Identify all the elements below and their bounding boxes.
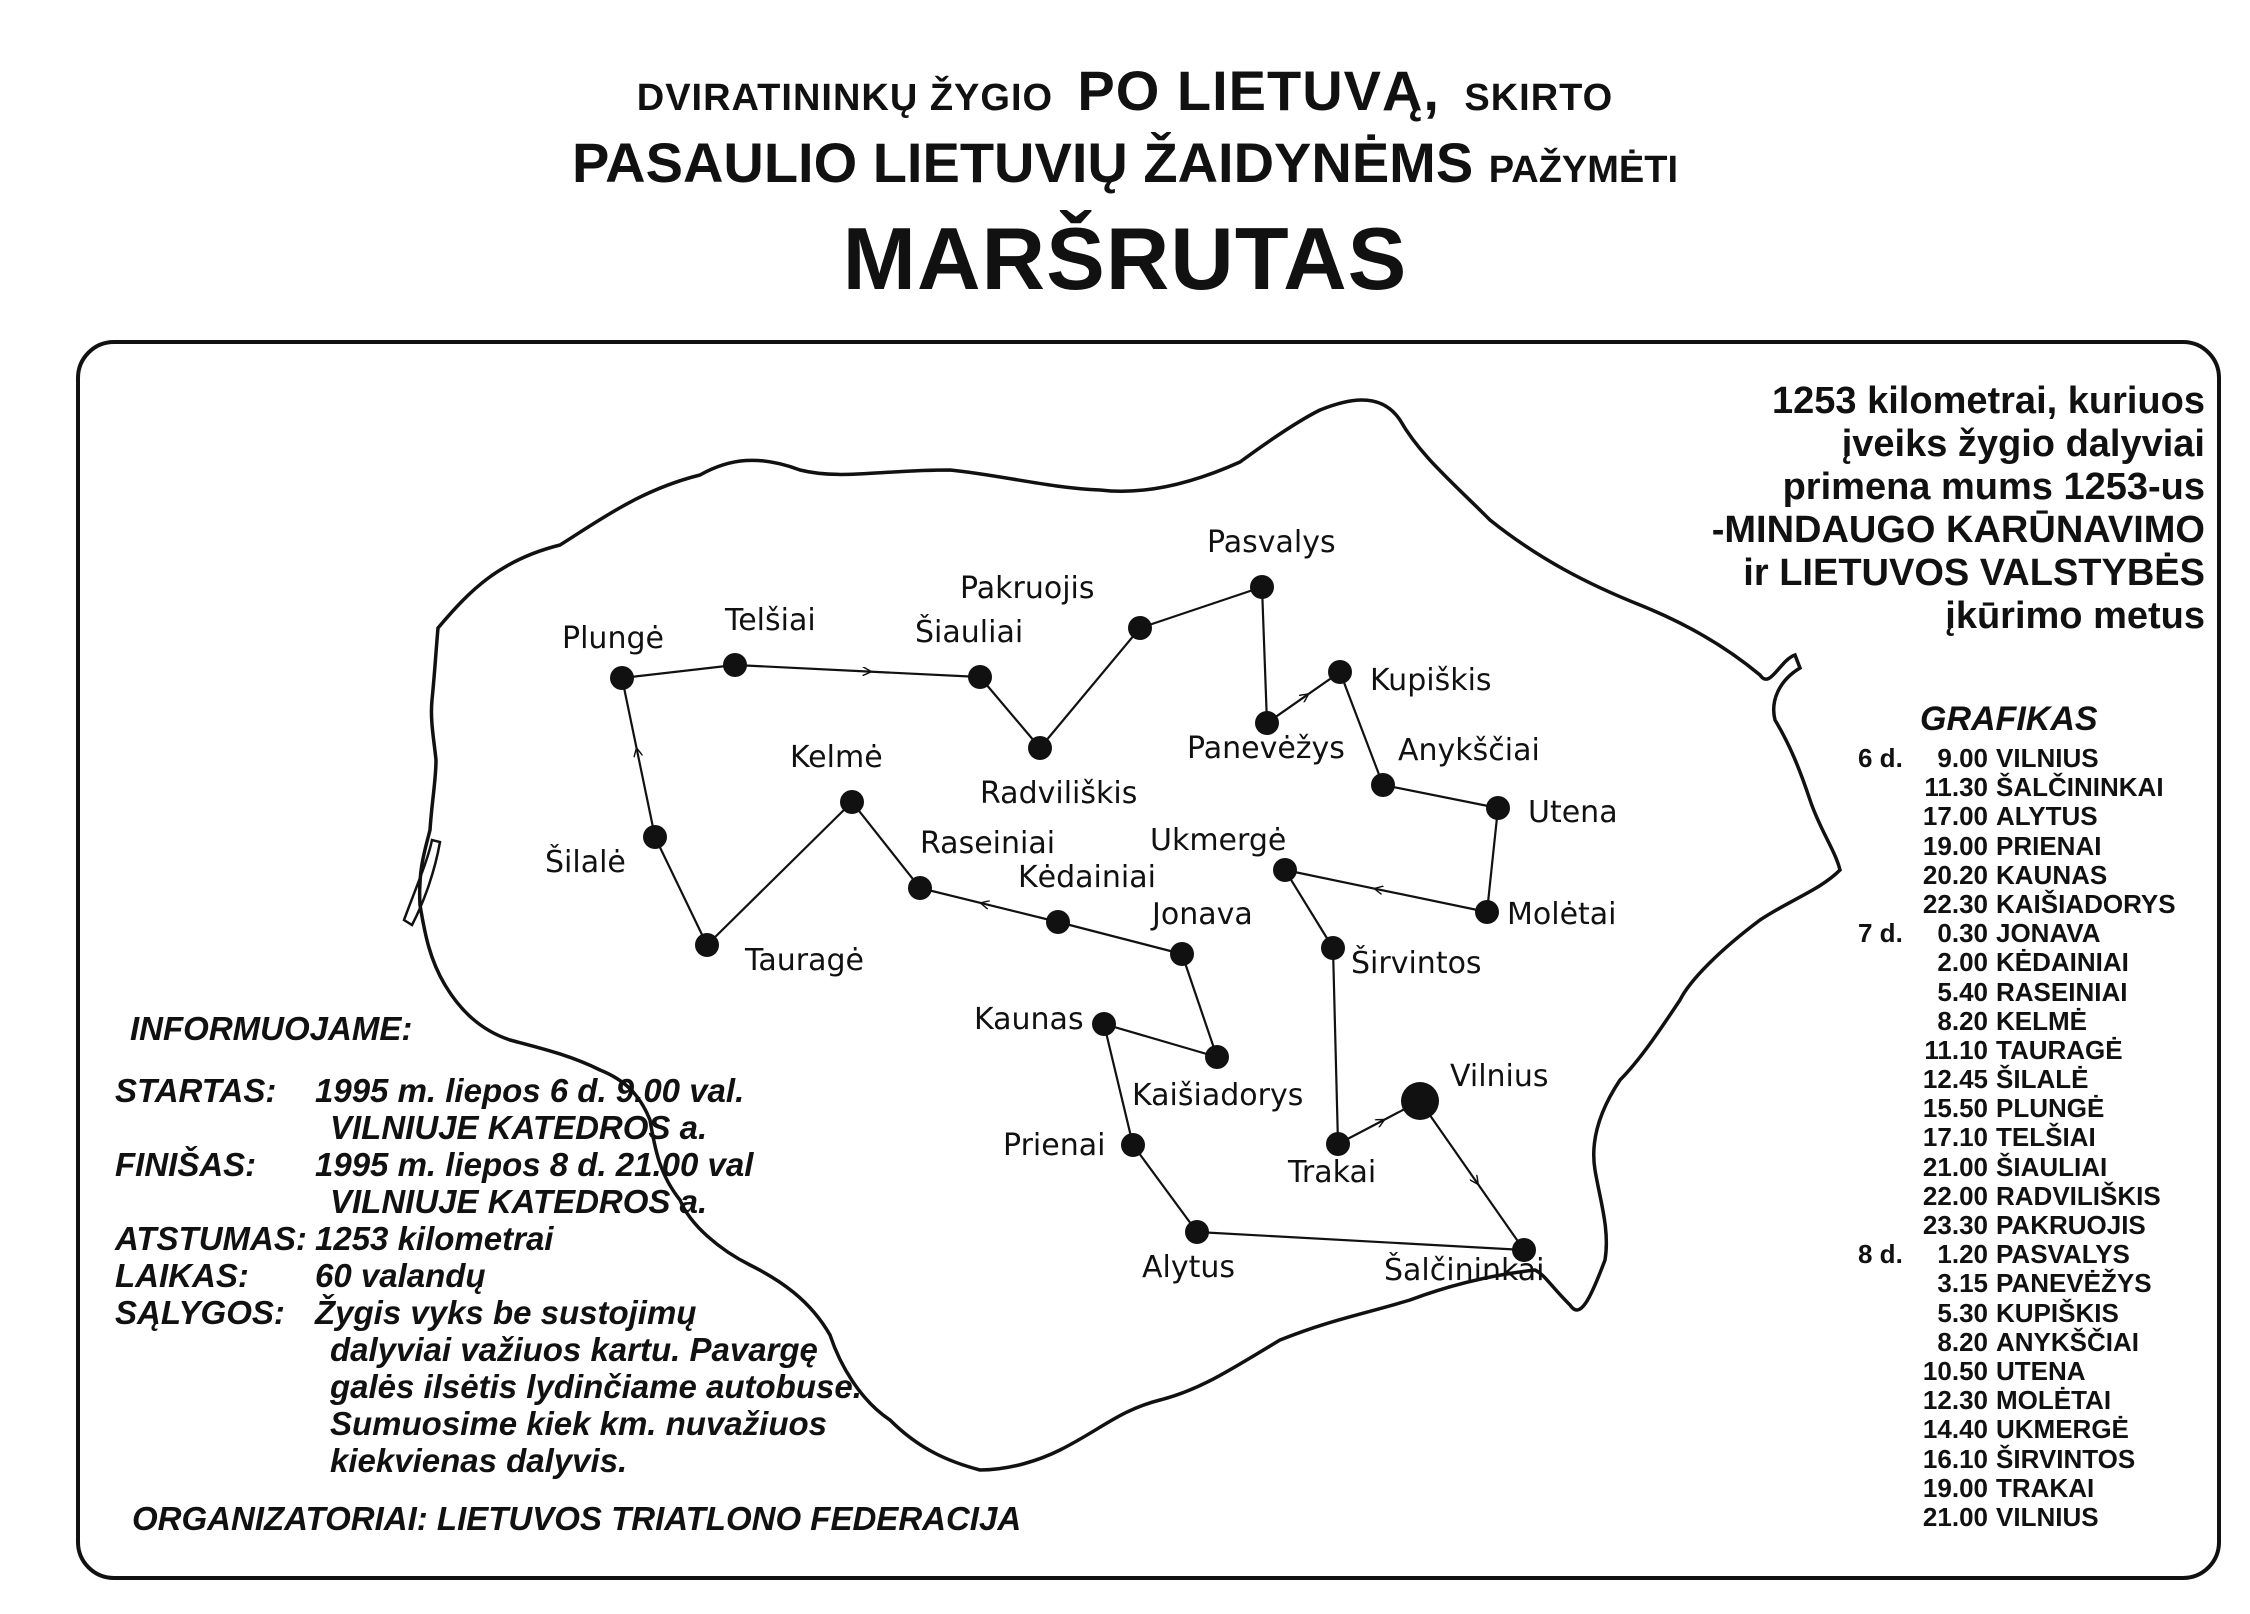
city-label: Ukmergė bbox=[1150, 823, 1287, 858]
city-label: Kaišiadorys bbox=[1132, 1078, 1304, 1113]
info-value: 1995 m. liepos 8 d. 21.00 val bbox=[315, 1146, 754, 1183]
schedule-title: GRAFIKAS bbox=[1920, 700, 2098, 738]
schedule-time: 19.00 bbox=[1922, 1472, 1988, 1503]
schedule-row bbox=[1860, 1444, 2200, 1473]
schedule-time: 0.30 bbox=[1937, 918, 1988, 949]
city-label: Radviliškis bbox=[980, 776, 1138, 811]
schedule-place: UKMERGĖ bbox=[1996, 1414, 2129, 1445]
schedule-row bbox=[1860, 1064, 2200, 1093]
schedule-time: 2.00 bbox=[1937, 947, 1988, 978]
header-line-2b: PAŽYMĖTI bbox=[1488, 149, 1679, 191]
schedule-time: 22.30 bbox=[1922, 888, 1988, 919]
schedule-place: PANEVĖŽYS bbox=[1996, 1268, 2152, 1299]
info-label: SĄLYGOS: bbox=[115, 1294, 285, 1331]
schedule-place: TRAKAI bbox=[1996, 1472, 2095, 1503]
route-segment bbox=[622, 665, 735, 678]
schedule-place: KAUNAS bbox=[1996, 859, 2108, 890]
route-segment bbox=[1477, 1183, 1524, 1250]
city-marker bbox=[723, 653, 747, 677]
schedule-place: UTENA bbox=[1996, 1355, 2086, 1386]
city-marker bbox=[1046, 910, 1070, 934]
schedule-place: ŠILALĖ bbox=[1996, 1064, 2089, 1095]
schedule-day: 8 d. bbox=[1858, 1239, 1903, 1270]
schedule-row bbox=[1860, 1327, 2200, 1356]
city-label: Molėtai bbox=[1507, 897, 1617, 932]
route-segment bbox=[637, 750, 655, 837]
city-label: Širvintos bbox=[1351, 946, 1482, 981]
city-label: Prienai bbox=[1003, 1128, 1106, 1163]
schedule-time: 11.10 bbox=[1924, 1034, 1988, 1065]
city-marker bbox=[1273, 858, 1297, 882]
city-label: Kupiškis bbox=[1370, 663, 1492, 698]
schedule-place: ALYTUS bbox=[1996, 801, 2098, 832]
city-label: Raseiniai bbox=[920, 826, 1056, 861]
info-label: ATSTUMAS: bbox=[115, 1220, 307, 1257]
schedule-place: RASEINIAI bbox=[1996, 976, 2128, 1007]
header-line-2a: PASAULIO LIETUVIŲ ŽAIDYNĖMS bbox=[571, 131, 1474, 194]
schedule-row bbox=[1860, 1122, 2200, 1151]
schedule-time: 9.00 bbox=[1937, 743, 1988, 773]
route-segment bbox=[1133, 1145, 1197, 1232]
route-segment bbox=[1182, 954, 1217, 1057]
header-line-1a: DVIRATININKŲ ŽYGIO bbox=[636, 77, 1054, 119]
route-segment bbox=[655, 837, 707, 945]
info-row bbox=[115, 1220, 995, 1257]
info-label: STARTAS: bbox=[115, 1072, 277, 1109]
route-segment bbox=[1104, 1024, 1133, 1145]
info-heading: INFORMUOJAME: bbox=[130, 1010, 413, 1047]
info-row bbox=[115, 1442, 995, 1479]
note-line: 1253 kilometrai, kuriuos bbox=[1772, 380, 2205, 422]
city-marker bbox=[643, 825, 667, 849]
info-value: kiekvienas dalyvis. bbox=[330, 1442, 628, 1479]
city-marker bbox=[1170, 942, 1194, 966]
schedule-row bbox=[1860, 947, 2200, 976]
note-line: -MINDAUGO KARŪNAVIMO bbox=[1711, 509, 2205, 551]
route-segment bbox=[1040, 628, 1140, 748]
schedule-day: 6 d. bbox=[1858, 743, 1903, 773]
city-label: Vilnius bbox=[1450, 1059, 1549, 1094]
schedule-place: ŠALČININKAI bbox=[1996, 772, 2164, 803]
info-value: 1253 kilometrai bbox=[315, 1220, 554, 1257]
route-segment bbox=[870, 672, 980, 677]
info-row bbox=[115, 1109, 995, 1146]
info-block bbox=[115, 1010, 995, 1479]
schedule-time: 21.00 bbox=[1922, 1501, 1988, 1532]
schedule-row bbox=[1860, 1181, 2200, 1210]
schedule-place: TAURAGĖ bbox=[1996, 1034, 2123, 1065]
route-segment bbox=[1333, 948, 1338, 1144]
schedule-time: 17.10 bbox=[1922, 1122, 1988, 1153]
city-marker bbox=[968, 665, 992, 689]
header-line-1c: SKIRTO bbox=[1464, 77, 1614, 119]
city-label: Trakai bbox=[1288, 1155, 1377, 1190]
route-segment bbox=[852, 802, 920, 888]
schedule-time: 23.30 bbox=[1922, 1210, 1988, 1240]
city-label: Kėdainiai bbox=[1018, 860, 1156, 895]
city-label: Šiauliai bbox=[915, 615, 1024, 650]
city-marker bbox=[1185, 1220, 1209, 1244]
city-label: Pasvalys bbox=[1207, 525, 1336, 560]
schedule-time: 21.00 bbox=[1922, 1151, 1988, 1182]
schedule-place: VILNIUS bbox=[1996, 743, 2099, 773]
info-label: LAIKAS: bbox=[115, 1257, 249, 1294]
schedule-place: KAIŠIADORYS bbox=[1996, 888, 2176, 919]
schedule-place: ŠIRVINTOS bbox=[1996, 1443, 2136, 1474]
schedule-row bbox=[1860, 1035, 2200, 1064]
city-marker bbox=[695, 933, 719, 957]
route-segment bbox=[1285, 870, 1376, 889]
schedule-place: TELŠIAI bbox=[1996, 1122, 2096, 1153]
schedule-row bbox=[1860, 1356, 2200, 1385]
schedule-day: 7 d. bbox=[1858, 918, 1903, 949]
schedule-row bbox=[1860, 918, 2200, 947]
schedule-place: PLUNGĖ bbox=[1996, 1093, 2105, 1124]
info-value: Žygis vyks be sustojimų bbox=[315, 1294, 697, 1331]
city-label: Šilalė bbox=[545, 845, 626, 880]
schedule-time: 12.45 bbox=[1922, 1064, 1988, 1095]
city-label: Kelmė bbox=[790, 740, 883, 775]
schedule-row bbox=[1860, 1298, 2200, 1327]
city-marker bbox=[1092, 1012, 1116, 1036]
info-value: dalyviai važiuos kartu. Pavargę bbox=[330, 1331, 818, 1368]
city-label: Kaunas bbox=[974, 1002, 1084, 1037]
schedule-time: 15.50 bbox=[1922, 1093, 1988, 1124]
schedule-time: 1.20 bbox=[1937, 1239, 1988, 1270]
info-value: 1995 m. liepos 6 d. 9.00 val. bbox=[315, 1072, 745, 1109]
schedule-row bbox=[1860, 801, 2200, 830]
route-segment bbox=[735, 665, 870, 672]
city-label: Šalčininkai bbox=[1384, 1253, 1545, 1288]
schedule-time: 3.15 bbox=[1937, 1268, 1988, 1299]
schedule-time: 20.20 bbox=[1922, 859, 1988, 890]
schedule-place: MOLĖTAI bbox=[1996, 1385, 2112, 1416]
city-label: Alytus bbox=[1142, 1250, 1236, 1285]
schedule-time: 5.30 bbox=[1937, 1297, 1988, 1328]
info-row bbox=[115, 1146, 995, 1183]
route-segment bbox=[980, 677, 1040, 748]
info-value: 60 valandų bbox=[315, 1257, 486, 1294]
schedule-row bbox=[1860, 1473, 2200, 1502]
route-segment bbox=[1487, 808, 1498, 912]
schedule-time: 5.40 bbox=[1937, 976, 1988, 1007]
schedule-place: ŠIAULIAI bbox=[1996, 1151, 2108, 1182]
organizers: ORGANIZATORIAI: LIETUVOS TRIATLONO FEDERACIJA bbox=[132, 1500, 1022, 1537]
note-line: įveiks žygio dalyviai bbox=[1841, 423, 2205, 465]
schedule-time: 8.20 bbox=[1937, 1005, 1988, 1036]
schedule-rows bbox=[1860, 743, 2200, 1531]
city-marker bbox=[1121, 1133, 1145, 1157]
city-label: Jonava bbox=[1152, 897, 1253, 932]
route-segment bbox=[1262, 587, 1267, 723]
schedule-time: 22.00 bbox=[1922, 1180, 1988, 1211]
schedule-row bbox=[1860, 743, 2200, 772]
schedule-time: 8.20 bbox=[1937, 1326, 1988, 1357]
info-row bbox=[115, 1294, 995, 1331]
schedule-place: PASVALYS bbox=[1996, 1239, 2130, 1270]
schedule-time: 11.30 bbox=[1924, 772, 1988, 803]
schedule-place: RADVILIŠKIS bbox=[1996, 1180, 2161, 1211]
schedule-row bbox=[1860, 860, 2200, 889]
info-label: FINIŠAS: bbox=[115, 1146, 257, 1183]
schedule-time: 12.30 bbox=[1922, 1385, 1988, 1416]
schedule-place: KELMĖ bbox=[1996, 1005, 2087, 1036]
info-row bbox=[115, 1257, 995, 1294]
city-marker bbox=[1475, 900, 1499, 924]
info-value: galės ilsėtis lydinčiame autobuse. bbox=[330, 1368, 862, 1405]
route-segment bbox=[1104, 1024, 1217, 1057]
route-segment bbox=[1383, 785, 1498, 808]
schedule-row bbox=[1860, 1093, 2200, 1122]
info-row bbox=[115, 1183, 995, 1220]
schedule-place: KĖDAINIAI bbox=[1996, 947, 2129, 978]
schedule-time: 10.50 bbox=[1922, 1355, 1988, 1386]
schedule-time: 14.40 bbox=[1922, 1414, 1988, 1445]
city-marker bbox=[1250, 575, 1274, 599]
schedule-row bbox=[1860, 1385, 2200, 1414]
info-rows bbox=[115, 1072, 995, 1479]
schedule-place: KUPIŠKIS bbox=[1996, 1297, 2119, 1328]
info-row bbox=[115, 1072, 995, 1109]
city-marker bbox=[1128, 616, 1152, 640]
route-segment bbox=[1140, 587, 1262, 628]
city-marker bbox=[1326, 1132, 1350, 1156]
info-value: VILNIUJE KATEDROS a. bbox=[330, 1109, 708, 1146]
schedule-row bbox=[1860, 1210, 2200, 1239]
route-segment bbox=[707, 802, 852, 945]
schedule-row bbox=[1860, 1502, 2200, 1531]
schedule-row bbox=[1860, 1152, 2200, 1181]
city-marker bbox=[1401, 1082, 1439, 1120]
city-label: Panevėžys bbox=[1187, 731, 1345, 766]
route-segment bbox=[1376, 889, 1487, 912]
schedule-place: VILNIUS bbox=[1996, 1501, 2099, 1532]
info-row bbox=[115, 1331, 995, 1368]
note-block bbox=[1600, 380, 2205, 638]
header-line-1b: PO LIETUVĄ, bbox=[1077, 59, 1440, 122]
route-segment bbox=[1285, 870, 1333, 948]
note-line: primena mums 1253-us bbox=[1782, 466, 2205, 508]
schedule-row bbox=[1860, 1239, 2200, 1268]
city-marker bbox=[1028, 736, 1052, 760]
city-marker bbox=[908, 876, 932, 900]
page-title: MARŠRUTAS bbox=[842, 209, 1408, 308]
schedule-row bbox=[1860, 889, 2200, 918]
info-value: Sumuosime kiek km. nuvažiuos bbox=[330, 1405, 827, 1442]
info-value: VILNIUJE KATEDROS a. bbox=[330, 1183, 708, 1220]
note-line: įkūrimo metus bbox=[1945, 595, 2205, 637]
schedule bbox=[1860, 700, 2200, 1531]
info-row bbox=[115, 1368, 995, 1405]
city-label: Anykščiai bbox=[1398, 733, 1540, 768]
city-marker bbox=[1371, 773, 1395, 797]
schedule-place: ANYKŠČIAI bbox=[1996, 1326, 2140, 1357]
schedule-time: 17.00 bbox=[1922, 801, 1988, 832]
schedule-place: JONAVA bbox=[1996, 918, 2101, 949]
route-segment bbox=[1197, 1232, 1524, 1250]
info-row bbox=[115, 1405, 995, 1442]
schedule-row bbox=[1860, 831, 2200, 860]
schedule-row bbox=[1860, 977, 2200, 1006]
schedule-row bbox=[1860, 1006, 2200, 1035]
schedule-place: PRIENAI bbox=[1996, 830, 2102, 861]
schedule-time: 19.00 bbox=[1922, 830, 1988, 861]
city-label: Telšiai bbox=[725, 603, 816, 638]
city-label: Tauragė bbox=[745, 943, 864, 978]
city-marker bbox=[840, 790, 864, 814]
note-line: ir LIETUVOS VALSTYBĖS bbox=[1743, 552, 2205, 594]
city-marker bbox=[610, 666, 634, 690]
city-marker bbox=[1328, 660, 1352, 684]
city-label: Pakruojis bbox=[960, 571, 1095, 606]
city-label: Plungė bbox=[562, 621, 664, 656]
schedule-place: PAKRUOJIS bbox=[1996, 1210, 2146, 1240]
schedule-time: 16.10 bbox=[1922, 1443, 1988, 1474]
schedule-row bbox=[1860, 1268, 2200, 1297]
schedule-row bbox=[1860, 772, 2200, 801]
city-marker bbox=[1321, 936, 1345, 960]
city-marker bbox=[1486, 796, 1510, 820]
schedule-row bbox=[1860, 1414, 2200, 1443]
city-label: Utena bbox=[1528, 795, 1618, 830]
city-marker bbox=[1205, 1045, 1229, 1069]
